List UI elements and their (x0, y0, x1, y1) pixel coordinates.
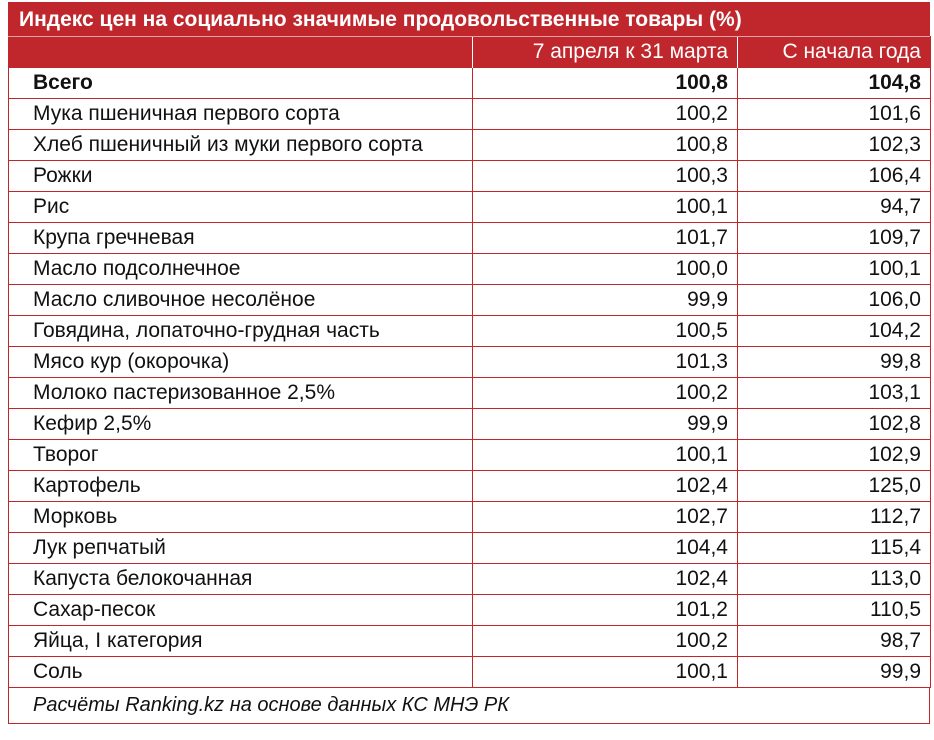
ytd-index-cell: 102,3 (738, 130, 931, 161)
product-name-cell: Сахар-песок (9, 595, 473, 626)
week-index-cell: 100,2 (473, 378, 738, 409)
source-note: Расчёты Ranking.kz на основе данных КС МНЭ РК (8, 688, 930, 724)
week-index-cell: 100,8 (473, 130, 738, 161)
table-row (9, 285, 931, 316)
product-name-cell: Лук репчатый (9, 533, 473, 564)
table-row (9, 657, 931, 688)
week-index-cell: 100,2 (473, 626, 738, 657)
ytd-index-cell: 125,0 (738, 471, 931, 502)
table-row (9, 595, 931, 626)
ytd-index-cell: 109,7 (738, 223, 931, 254)
table-row (9, 378, 931, 409)
week-index-cell: 101,7 (473, 223, 738, 254)
product-name-cell: Яйца, I категория (9, 626, 473, 657)
week-index-cell: 99,9 (473, 409, 738, 440)
table-body (9, 68, 931, 688)
week-index-cell: 100,5 (473, 316, 738, 347)
week-index-cell: 100,8 (473, 68, 738, 99)
product-name-cell: Капуста белокочанная (9, 564, 473, 595)
ytd-index-cell: 110,5 (738, 595, 931, 626)
ytd-index-cell: 104,8 (738, 68, 931, 99)
ytd-index-cell: 103,1 (738, 378, 931, 409)
ytd-index-cell: 101,6 (738, 99, 931, 130)
header-row (9, 37, 931, 68)
week-index-cell: 102,4 (473, 471, 738, 502)
table-row (9, 99, 931, 130)
ytd-index-cell: 115,4 (738, 533, 931, 564)
product-name-cell: Масло подсолнечное (9, 254, 473, 285)
header-week-change: 7 апреля к 31 марта (473, 37, 738, 68)
product-name-cell: Масло сливочное несолёное (9, 285, 473, 316)
table-row (9, 316, 931, 347)
table-row (9, 68, 931, 99)
week-index-cell: 100,1 (473, 192, 738, 223)
product-name-cell: Молоко пастеризованное 2,5% (9, 378, 473, 409)
price-index-table-container (8, 2, 930, 724)
ytd-index-cell: 99,8 (738, 347, 931, 378)
ytd-index-cell: 99,9 (738, 657, 931, 688)
table-row (9, 502, 931, 533)
week-index-cell: 101,2 (473, 595, 738, 626)
ytd-index-cell: 104,2 (738, 316, 931, 347)
week-index-cell: 101,3 (473, 347, 738, 378)
ytd-index-cell: 94,7 (738, 192, 931, 223)
ytd-index-cell: 98,7 (738, 626, 931, 657)
price-index-table (8, 36, 931, 688)
product-name-cell: Рис (9, 192, 473, 223)
product-name-cell: Крупа гречневая (9, 223, 473, 254)
table-row (9, 347, 931, 378)
product-name-cell: Соль (9, 657, 473, 688)
ytd-index-cell: 112,7 (738, 502, 931, 533)
table-row (9, 161, 931, 192)
table-row (9, 409, 931, 440)
week-index-cell: 100,0 (473, 254, 738, 285)
product-name-cell: Всего (9, 68, 473, 99)
table-row (9, 254, 931, 285)
table-row (9, 192, 931, 223)
table-row (9, 564, 931, 595)
ytd-index-cell: 102,8 (738, 409, 931, 440)
product-name-cell: Творог (9, 440, 473, 471)
ytd-index-cell: 113,0 (738, 564, 931, 595)
week-index-cell: 99,9 (473, 285, 738, 316)
product-name-cell: Мясо кур (окорочка) (9, 347, 473, 378)
header-product (9, 37, 473, 68)
table-row (9, 533, 931, 564)
ytd-index-cell: 100,1 (738, 254, 931, 285)
table-row (9, 223, 931, 254)
week-index-cell: 100,3 (473, 161, 738, 192)
table-title: Индекс цен на социально значимые продовольственные товары (%) (8, 2, 930, 36)
table-row (9, 440, 931, 471)
week-index-cell: 100,1 (473, 440, 738, 471)
product-name-cell: Рожки (9, 161, 473, 192)
week-index-cell: 102,4 (473, 564, 738, 595)
ytd-index-cell: 106,4 (738, 161, 931, 192)
week-index-cell: 100,1 (473, 657, 738, 688)
table-row (9, 626, 931, 657)
table-row (9, 130, 931, 161)
ytd-index-cell: 102,9 (738, 440, 931, 471)
header-ytd-change: С начала года (738, 37, 931, 68)
product-name-cell: Морковь (9, 502, 473, 533)
product-name-cell: Хлеб пшеничный из муки первого сорта (9, 130, 473, 161)
product-name-cell: Мука пшеничная первого сорта (9, 99, 473, 130)
table-row (9, 471, 931, 502)
week-index-cell: 102,7 (473, 502, 738, 533)
week-index-cell: 100,2 (473, 99, 738, 130)
product-name-cell: Кефир 2,5% (9, 409, 473, 440)
week-index-cell: 104,4 (473, 533, 738, 564)
product-name-cell: Картофель (9, 471, 473, 502)
ytd-index-cell: 106,0 (738, 285, 931, 316)
product-name-cell: Говядина, лопаточно-грудная часть (9, 316, 473, 347)
